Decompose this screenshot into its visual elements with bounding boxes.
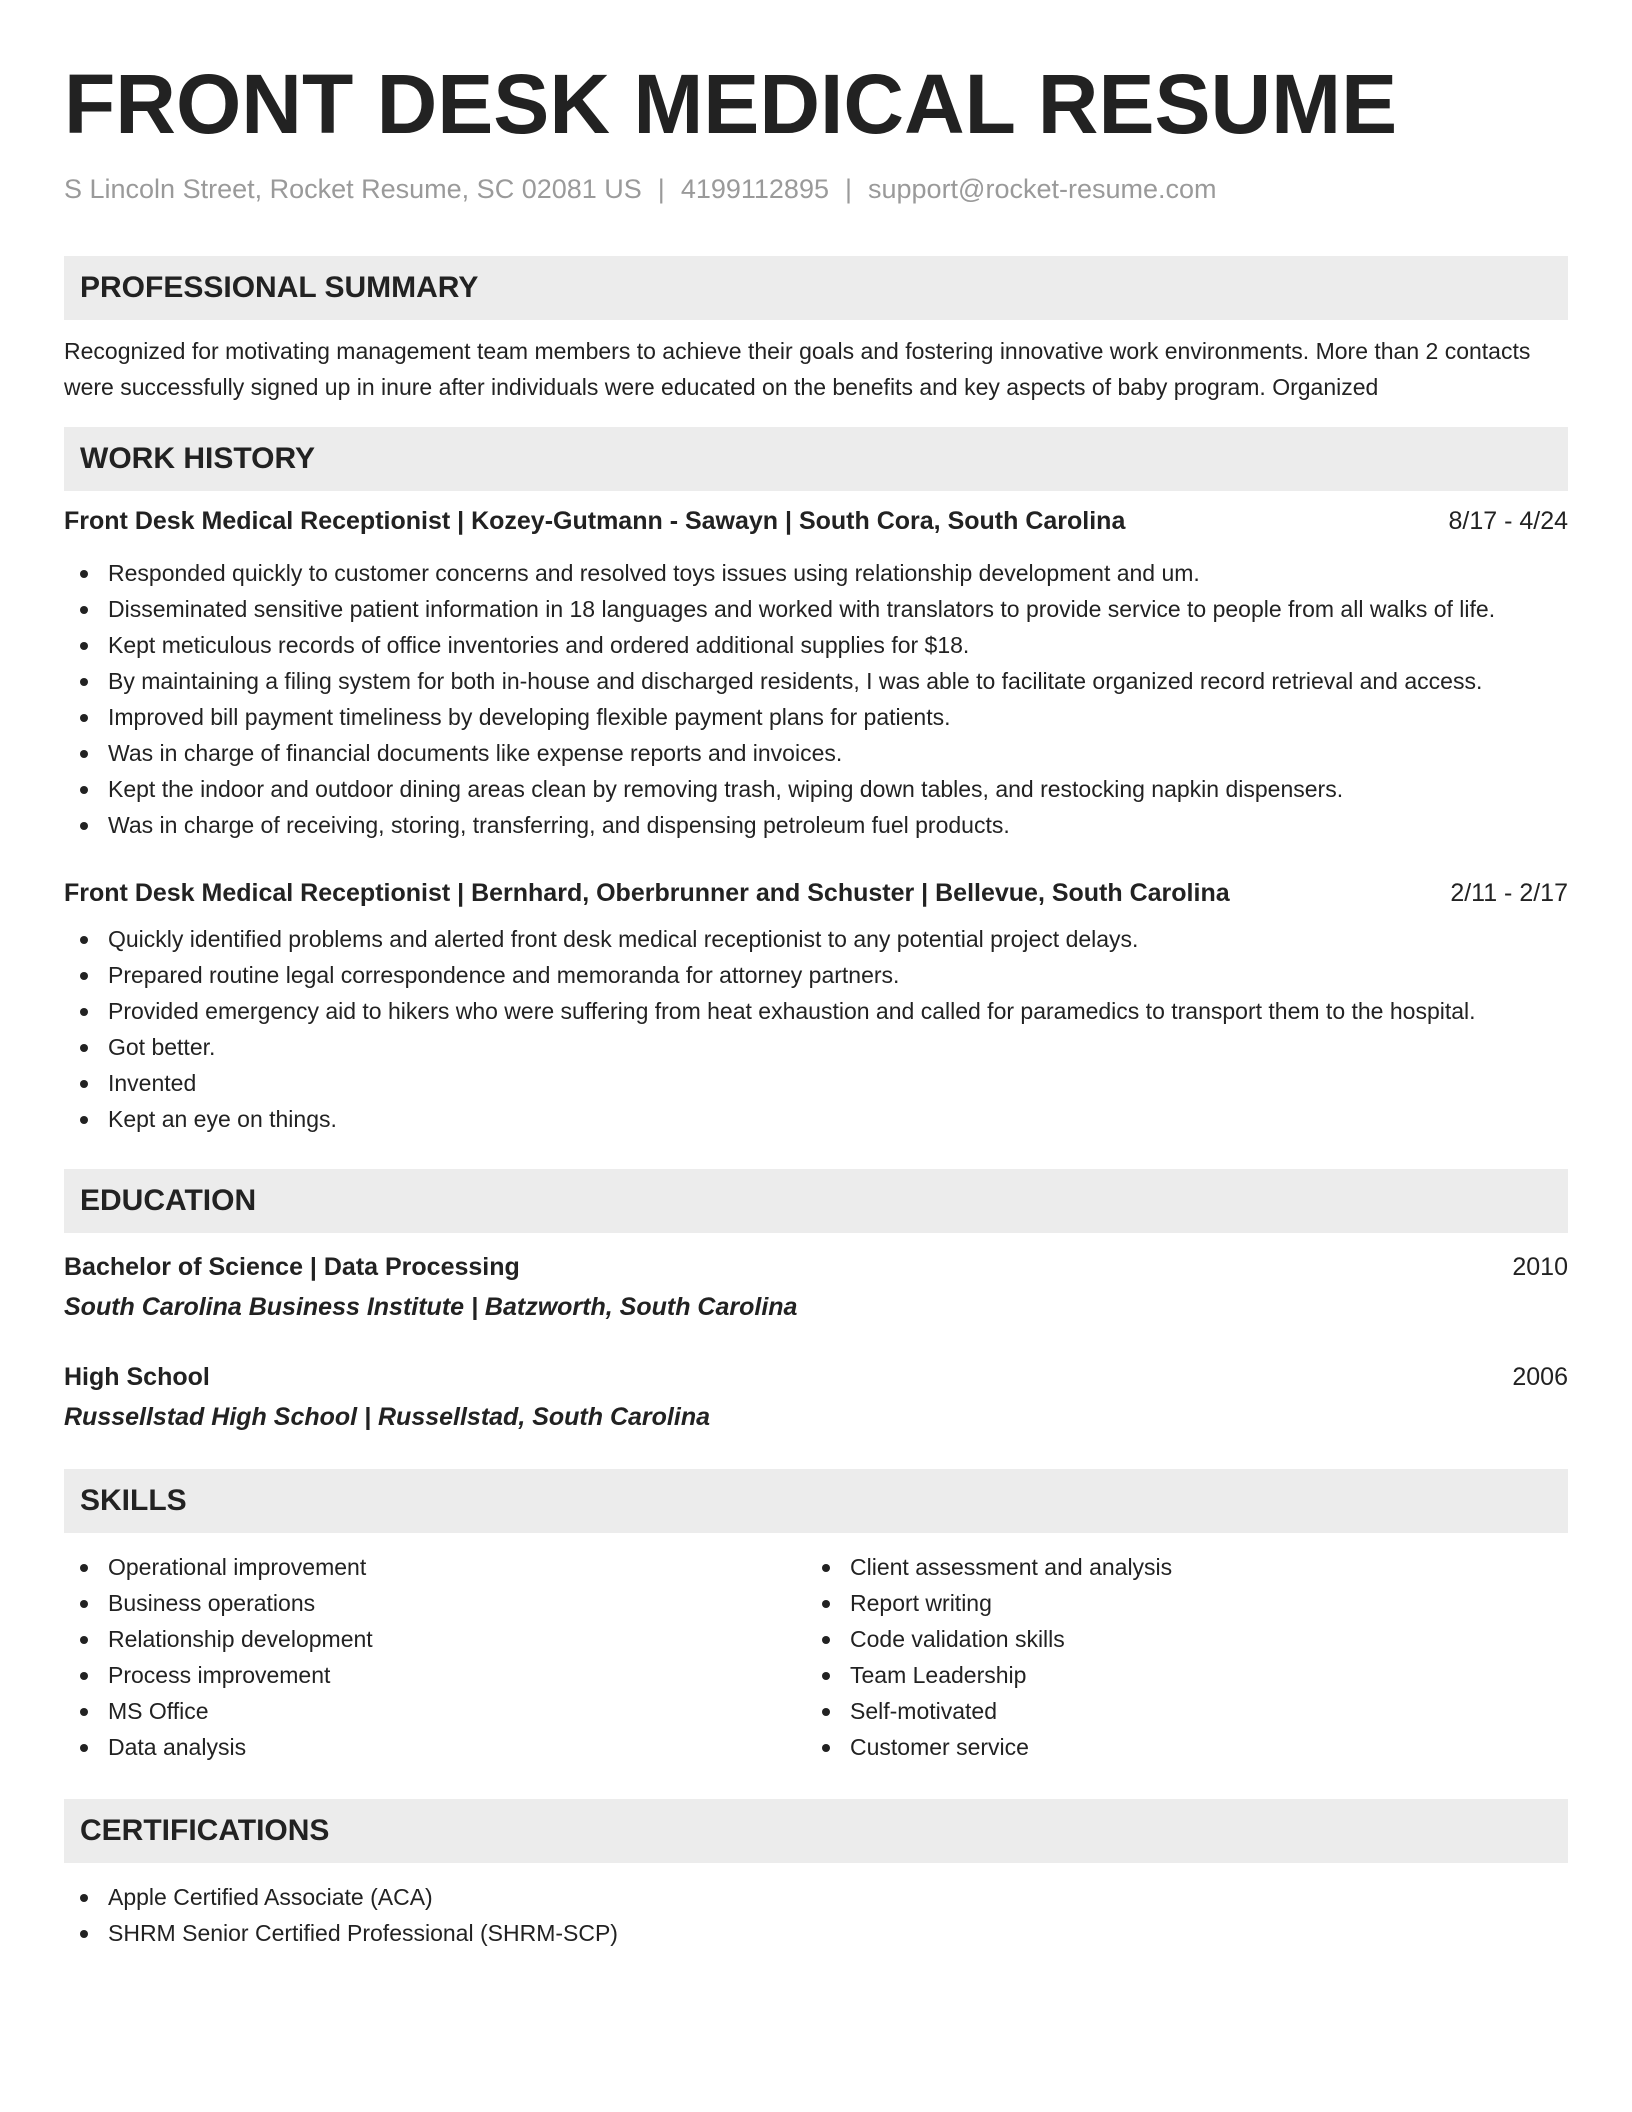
section-heading-certifications: CERTIFICATIONS bbox=[64, 1799, 1568, 1863]
education-school: South Carolina Business Institute | Batzworth, South Carolina bbox=[64, 1293, 798, 1321]
summary-text: Recognized for motivating management team members to achieve their goals and fostering innovative work environments. More than 2 contacts were successfully signed up in inure after individuals were educated on the benefits and key aspects of baby program. Organized bbox=[64, 338, 1531, 400]
contact-address: S Lincoln Street, Rocket Resume, SC 02081 US bbox=[64, 174, 642, 204]
skills-list-right bbox=[806, 1549, 1548, 1765]
education-item bbox=[64, 1249, 1568, 1325]
job-title: Front Desk Medical Receptionist | Bernhard, Oberbrunner and Schuster | Bellevue, South Carolina bbox=[64, 879, 1230, 907]
education-item bbox=[64, 1359, 1568, 1435]
list-item: By maintaining a filing system for both in-house and discharged residents, I was able to facilitate organized record retrieval and access. bbox=[64, 663, 1568, 699]
list-item: Was in charge of receiving, storing, transferring, and dispensing petroleum fuel products. bbox=[64, 807, 1568, 843]
job-bullet-list bbox=[64, 555, 1568, 843]
contact-separator: | bbox=[657, 174, 665, 204]
resume-title: FRONT DESK MEDICAL RESUME bbox=[64, 57, 1398, 151]
list-item: Business operations bbox=[64, 1585, 806, 1621]
section-heading-education: EDUCATION bbox=[64, 1169, 1568, 1233]
list-item: Relationship development bbox=[64, 1621, 806, 1657]
skills-list-left bbox=[64, 1549, 806, 1765]
list-item: Quickly identified problems and alerted front desk medical receptionist to any potential project delays. bbox=[64, 921, 1568, 957]
education-header bbox=[64, 1249, 1568, 1285]
list-item: MS Office bbox=[64, 1693, 806, 1729]
list-item: Data analysis bbox=[64, 1729, 806, 1765]
job-dates: 2/11 - 2/17 bbox=[1450, 879, 1568, 907]
job-bullet-list bbox=[64, 921, 1568, 1137]
list-item: Team Leadership bbox=[806, 1657, 1548, 1693]
education-year: 2010 bbox=[1512, 1253, 1568, 1281]
list-item: Kept the indoor and outdoor dining areas clean by removing trash, wiping down tables, and restocking napkin dispensers. bbox=[64, 771, 1568, 807]
list-item: Improved bill payment timeliness by developing flexible payment plans for patients. bbox=[64, 699, 1568, 735]
resume-page bbox=[64, 0, 1568, 1951]
list-item: Responded quickly to customer concerns and resolved toys issues using relationship development and um. bbox=[64, 555, 1568, 591]
job-header bbox=[64, 503, 1568, 539]
list-item: Apple Certified Associate (ACA) bbox=[64, 1879, 1568, 1915]
list-item: Was in charge of financial documents like expense reports and invoices. bbox=[64, 735, 1568, 771]
education-degree: Bachelor of Science | Data Processing bbox=[64, 1253, 520, 1281]
list-item: Invented bbox=[64, 1065, 1568, 1101]
list-item: Got better. bbox=[64, 1029, 1568, 1065]
list-item: Report writing bbox=[806, 1585, 1548, 1621]
list-item: Process improvement bbox=[64, 1657, 806, 1693]
list-item: Operational improvement bbox=[64, 1549, 806, 1585]
section-heading-work-history: WORK HISTORY bbox=[64, 427, 1568, 491]
list-item: Provided emergency aid to hikers who were suffering from heat exhaustion and called for paramedics to transport them to the hospital. bbox=[64, 993, 1568, 1029]
job-header bbox=[64, 875, 1568, 911]
contact-phone: 4199112895 bbox=[680, 174, 829, 204]
list-item: Disseminated sensitive patient information in 18 languages and worked with translators to provide service to people from all walks of life. bbox=[64, 591, 1568, 627]
contact-line bbox=[64, 172, 1568, 206]
skills-grid bbox=[64, 1549, 1568, 1765]
list-item: Customer service bbox=[806, 1729, 1548, 1765]
education-degree: High School bbox=[64, 1363, 210, 1391]
education-year: 2006 bbox=[1512, 1363, 1568, 1391]
job-title: Front Desk Medical Receptionist | Kozey-Gutmann - Sawayn | South Cora, South Carolina bbox=[64, 507, 1126, 535]
list-item: Kept an eye on things. bbox=[64, 1101, 1568, 1137]
list-item: SHRM Senior Certified Professional (SHRM-SCP) bbox=[64, 1915, 1568, 1951]
list-item: Kept meticulous records of office inventories and ordered additional supplies for $18. bbox=[64, 627, 1568, 663]
education-header bbox=[64, 1359, 1568, 1395]
list-item: Code validation skills bbox=[806, 1621, 1548, 1657]
section-heading-summary: PROFESSIONAL SUMMARY bbox=[64, 256, 1568, 320]
list-item: Prepared routine legal correspondence and memoranda for attorney partners. bbox=[64, 957, 1568, 993]
list-item: Self-motivated bbox=[806, 1693, 1548, 1729]
education-school: Russellstad High School | Russellstad, South Carolina bbox=[64, 1403, 710, 1431]
section-heading-skills: SKILLS bbox=[64, 1469, 1568, 1533]
contact-separator: | bbox=[844, 174, 852, 204]
list-item: Client assessment and analysis bbox=[806, 1549, 1548, 1585]
certifications-list bbox=[64, 1879, 1568, 1951]
contact-email: support@rocket-resume.com bbox=[868, 174, 1217, 204]
job-dates: 8/17 - 4/24 bbox=[1448, 507, 1568, 535]
